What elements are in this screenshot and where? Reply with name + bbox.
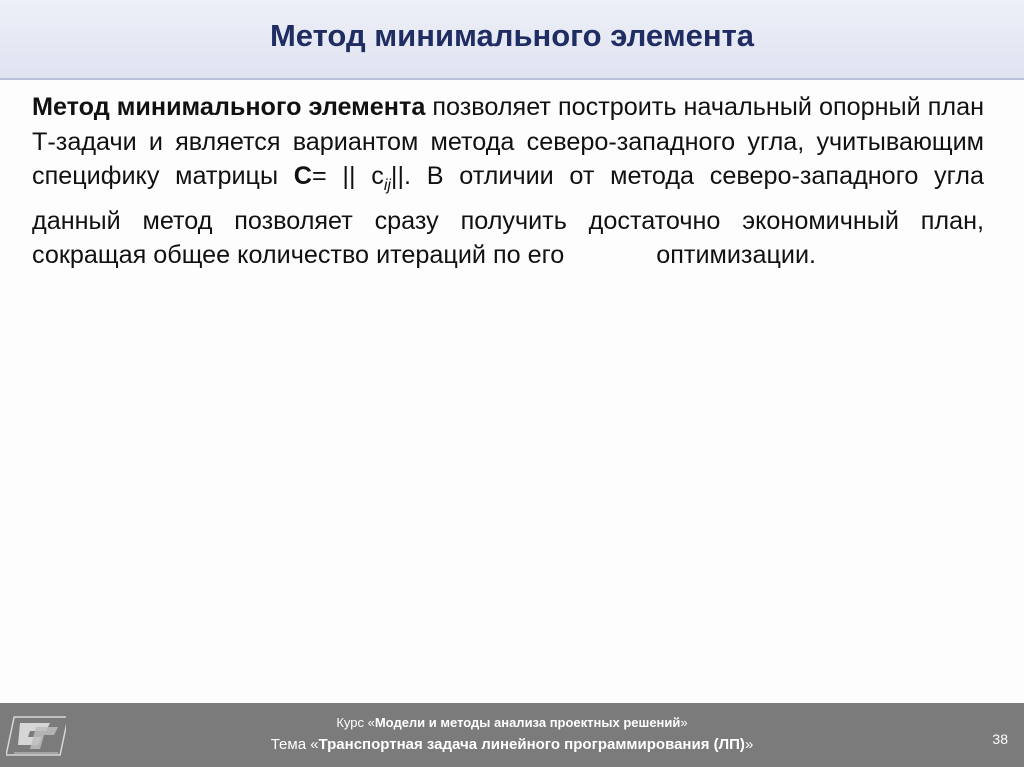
title-bar xyxy=(0,0,1024,80)
matrix-symbol: C xyxy=(293,162,312,190)
body-text-2: = || c xyxy=(311,162,384,190)
topic-prefix: Тема « xyxy=(270,736,319,753)
body-bold-lead: Метод минимального элемента xyxy=(32,93,426,121)
topic-name: Транспортная задача линейного программирования (ЛП) xyxy=(318,736,745,753)
course-suffix: » xyxy=(680,715,688,730)
page-number: 38 xyxy=(992,731,1008,747)
course-name: Модели и методы анализа проектных решений xyxy=(374,715,681,730)
footer xyxy=(0,703,1024,767)
body-text-4: оптимизации. xyxy=(656,241,817,269)
course-prefix: Курс « xyxy=(336,715,375,730)
slide-title: Метод минимального элемента xyxy=(269,18,755,53)
footer-course xyxy=(0,715,1024,730)
body-text-3: ||. В отличии от метода северо-западного угла данный метод позволяет сразу получить достаточно экономичный план, сокращая общее количество итераций по его xyxy=(32,162,984,269)
footer-topic xyxy=(0,736,1024,753)
slide-body xyxy=(32,90,984,273)
topic-suffix: » xyxy=(744,736,754,753)
matrix-subscript: ij xyxy=(383,177,391,194)
body-text-1: позволяет построить начальный опорный план Т-задачи и является вариантом метода северо-западного угла, учитывающим специфику матрицы xyxy=(32,93,984,190)
